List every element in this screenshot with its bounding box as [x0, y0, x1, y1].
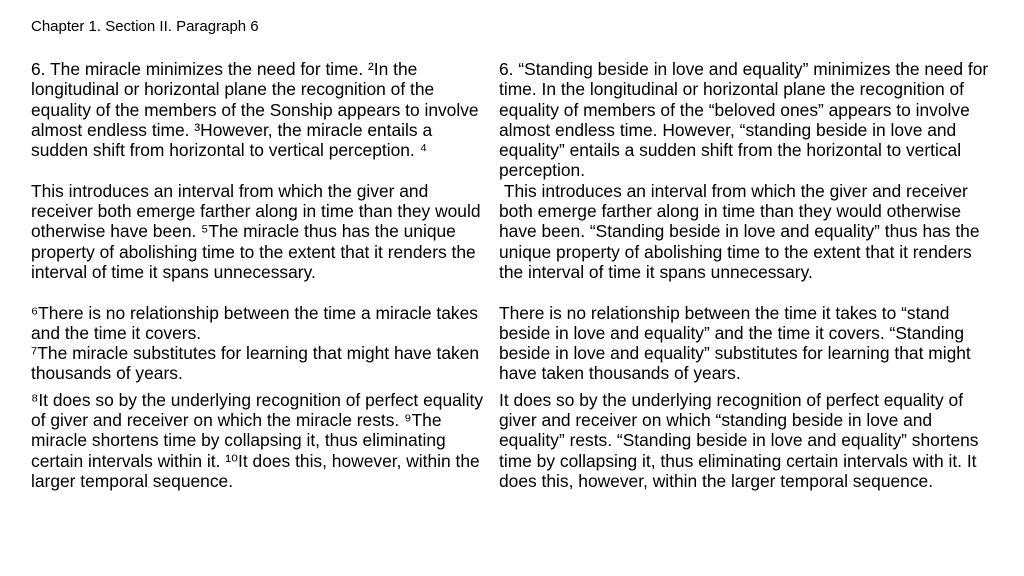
left-paragraph-2: This introduces an interval from which the giver and receiver both emerge farther along in time than they would otherwise have been. ⁵The miracle thus has the unique property of abolishing time to the extent that it renders the interval of time it spans unnecessary. [31, 180, 481, 282]
right-paragraph-2: This introduces an interval from which the giver and receiver both emerge farther along in time than they would otherwise have been. “Standing beside in love and equality” thus has the unique property of abolishing time to the extent that it renders the interval of time it spans unnecessary. [499, 180, 985, 282]
left-paragraph-4: ⁷The miracle substitutes for learning that might have taken thousands of years. [31, 343, 480, 384]
original-text-column [31, 59, 486, 491]
left-paragraph-5: ⁸It does so by the underlying recognition of perfect equality of giver and receiver on which the miracle rests. ⁹The miracle shortens time by collapsing it, thus eliminating certain intervals within it. ¹⁰It does this, however, within the larger temporal sequence. [31, 389, 484, 491]
rewritten-text-column [499, 59, 999, 491]
page-title: Chapter 1. Section II. Paragraph 6 [31, 18, 259, 35]
right-paragraph-1: 6. “Standing beside in love and equality” minimizes the need for time. In the longitudinal or horizontal plane the recognition of equality of members of the “beloved ones” appears to involve almost endless time. However, “standing beside in love and equality” entails a sudden shift from the horizontal to vertical perception. [499, 59, 989, 181]
right-paragraph-4: It does so by the underlying recognition of perfect equality of giver and receiver on which “standing beside in love and equality” rests. “Standing beside in love and equality” shortens time by collapsing it, thus eliminating certain intervals with it. It does this, however, within the larger temporal sequence. [499, 389, 979, 491]
left-paragraph-1: 6. The miracle minimizes the need for time. ²In the longitudinal or horizontal plane the recognition of the equality of the members of the Sonship appears to involve almost endless time. ³However, the miracle entails a sudden shift from horizontal to vertical perception. ⁴ [31, 59, 479, 161]
right-paragraph-3: There is no relationship between the time it takes to “stand beside in love and equality” and the time it covers. “Standing beside in love and equality” substitutes for learning that might have taken thousands of years. [499, 302, 971, 384]
left-paragraph-3: ⁶There is no relationship between the time a miracle takes and the time it covers. [31, 302, 478, 343]
